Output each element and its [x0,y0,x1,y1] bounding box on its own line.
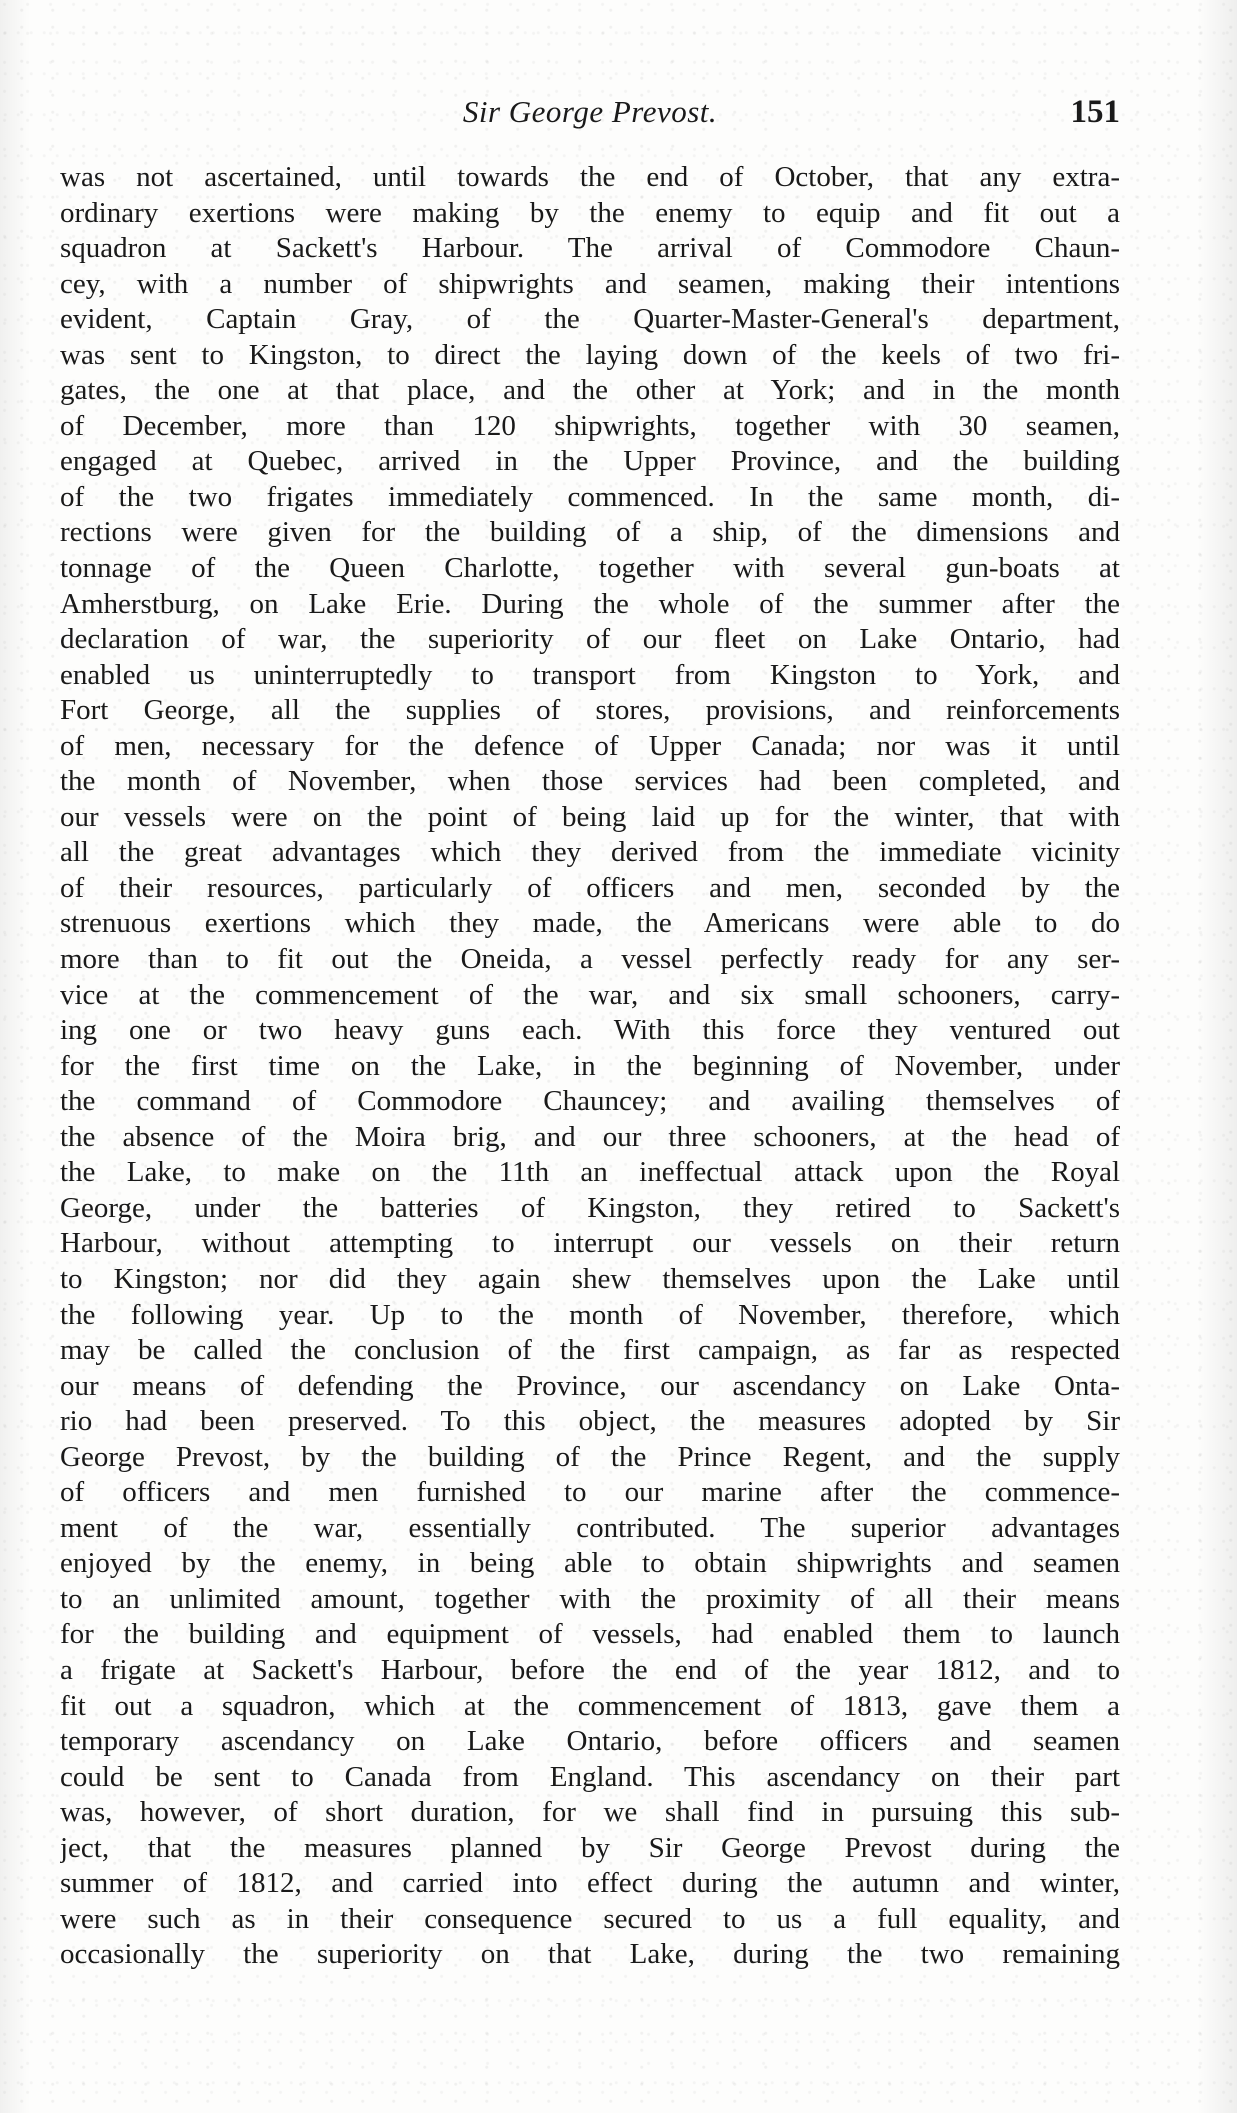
text-line: ordinary exertions were making by the enemy to equip and fit out a [60,196,1120,229]
text-line: a frigate at Sackett's Harbour, before the end of the year 1812, and to [60,1653,1120,1686]
text-line: the Lake, to make on the 11th an ineffectual attack upon the Royal [60,1156,1120,1189]
text-line: the command of Commodore Chauncey; and availing themselves of [60,1085,1120,1118]
text-line: of officers and men furnished to our marine after the commence- [60,1476,1120,1509]
text-line: vice at the commencement of the war, and six small schooners, carry- [60,978,1120,1011]
text-line: gates, the one at that place, and the other at York; and in the month [60,374,1120,407]
text-line: our means of defending the Province, our ascendancy on Lake Onta- [60,1369,1120,1402]
text-line: temporary ascendancy on Lake Ontario, before officers and seamen [60,1725,1120,1758]
text-line: the month of November, when those services had been completed, and [60,765,1120,798]
text-line: all the great advantages which they derived from the immediate vicinity [60,836,1120,869]
text-line: was not ascertained, until towards the end of October, that any extra- [60,161,1120,193]
running-title: Sir George Prevost. [462,94,718,129]
text-line: the following year. Up to the month of November, therefore, which [60,1298,1120,1331]
text-line: George, under the batteries of Kingston, they retired to Sackett's [60,1191,1120,1224]
text-line: Amherstburg, on Lake Erie. During the whole of the summer after the [60,587,1120,620]
text-line: fit out a squadron, which at the commencement of 1813, gave them a [60,1689,1120,1722]
text-line: of December, more than 120 shipwrights, together with 30 seamen, [60,409,1120,442]
text-line: was, however, of short duration, for we shall find in pursuing this sub- [60,1796,1120,1829]
body-text [60,160,1120,1973]
text-line: of men, necessary for the defence of Upper Canada; nor was it until [60,729,1120,762]
text-line: of their resources, particularly of officers and men, seconded by the [60,871,1120,904]
text-line: were such as in their consequence secured to us a full equality, and [60,1902,1120,1935]
text-line: evident, Captain Gray, of the Quarter-Master-General's department, [60,303,1120,336]
text-line: declaration of war, the superiority of our fleet on Lake Ontario, had [60,623,1120,656]
text-line: ing one or two heavy guns each. With this force they ventured out [60,1014,1120,1047]
text-line: for the first time on the Lake, in the beginning of November, under [60,1049,1120,1082]
text-line: enabled us uninterruptedly to transport from Kingston to York, and [60,658,1120,691]
text-line: may be called the conclusion of the first campaign, as far as respected [60,1334,1120,1367]
text-line: the absence of the Moira brig, and our three schooners, at the head of [60,1120,1120,1153]
page-number: 151 [1070,94,1120,130]
text-line: summer of 1812, and carried into effect during the autumn and winter, [60,1867,1120,1900]
text-line: ject, that the measures planned by Sir George Prevost during the [60,1831,1120,1864]
text-line: was sent to Kingston, to direct the laying down of the keels of two fri- [60,338,1120,371]
text-line: of the two frigates immediately commenced. In the same month, di- [60,480,1120,513]
running-header [60,88,1120,136]
text-line: our vessels were on the point of being laid up for the winter, that with [60,800,1120,833]
text-line: strenuous exertions which they made, the Americans were able to do [60,907,1120,940]
page-gutter-shadow [0,0,30,2113]
text-line: tonnage of the Queen Charlotte, together with several gun-boats at [60,552,1120,585]
text-line: rio had been preserved. To this object, the measures adopted by Sir [60,1405,1120,1438]
text-line: to an unlimited amount, together with the proximity of all their means [60,1582,1120,1615]
page-edge-shadow [1197,0,1237,2113]
text-line: occasionally the superiority on that Lake, during the two remaining [60,1938,1120,1971]
text-line: ment of the war, essentially contributed. The superior advantages [60,1511,1120,1544]
text-line: to Kingston; nor did they again shew themselves upon the Lake until [60,1262,1120,1295]
text-line: could be sent to Canada from England. This ascendancy on their part [60,1760,1120,1793]
text-line: enjoyed by the enemy, in being able to obtain shipwrights and seamen [60,1547,1120,1580]
text-line: George Prevost, by the building of the Prince Regent, and the supply [60,1440,1120,1473]
text-line: Fort George, all the supplies of stores, provisions, and reinforcements [60,694,1120,727]
text-line: engaged at Quebec, arrived in the Upper Province, and the building [60,445,1120,478]
text-line: Harbour, without attempting to interrupt our vessels on their return [60,1227,1120,1260]
text-line: for the building and equipment of vessels, had enabled them to launch [60,1618,1120,1651]
text-line: squadron at Sackett's Harbour. The arrival of Commodore Chaun- [60,232,1120,265]
text-line: rections were given for the building of a ship, of the dimensions and [60,516,1120,549]
text-line: cey, with a number of shipwrights and seamen, making their intentions [60,267,1120,300]
text-line: more than to fit out the Oneida, a vessel perfectly ready for any ser- [60,943,1120,976]
